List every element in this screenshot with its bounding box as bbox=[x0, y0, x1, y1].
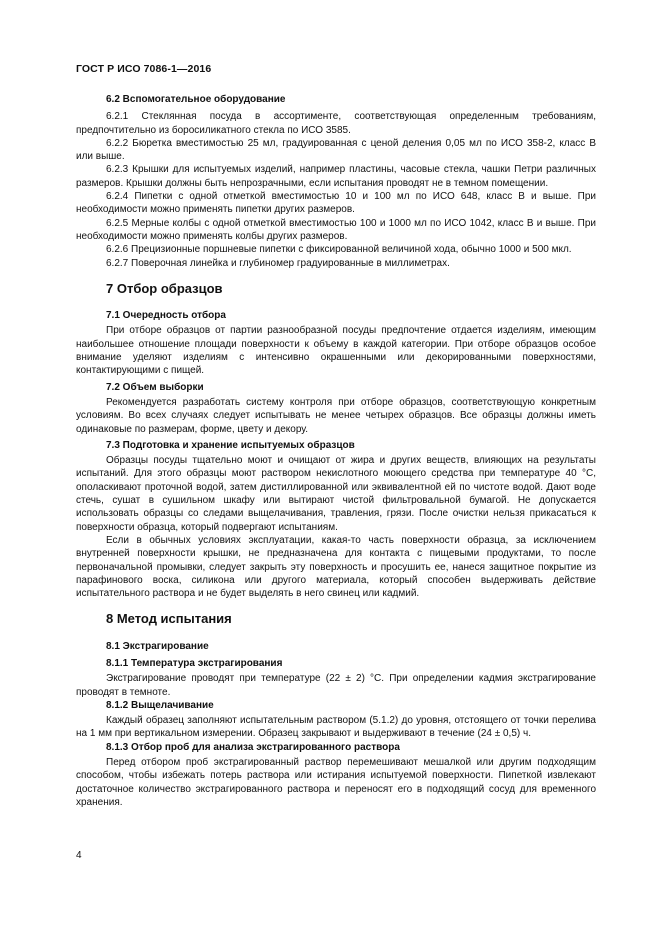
paragraph-6-2-7: 6.2.7 Поверочная линейка и глубиномер градуированные в миллиметрах. bbox=[106, 257, 450, 269]
paragraph-6-2-1: 6.2.1 Стеклянная посуда в ассортименте, соответствующая определенным требованиям, предпочтительно из боросиликатного стекла по ИСО 3585. bbox=[76, 111, 596, 136]
paragraph-8-1-2: Каждый образец заполняют испытательным раствором (5.1.2) до уровня, отстоящего от точки перелива на 1 мм при вертикальном измерении. Образец закрывают и выдерживают в течение (24 ± 0,5) ч. bbox=[76, 715, 596, 740]
heading-8-1-1: 8.1.1 Температура экстрагирования bbox=[106, 657, 283, 669]
heading-7-3: 7.3 Подготовка и хранение испытуемых образцов bbox=[106, 439, 355, 451]
document-body bbox=[76, 93, 596, 809]
paragraph-6-2-4: 6.2.4 Пипетки с одной отметкой вместимостью 10 и 100 мл по ИСО 648, класс В и выше. При необходимости можно применять пипетки других размеров. bbox=[76, 191, 596, 216]
paragraph-8-1-1: Экстрагирование проводят при температуре (22 ± 2) °С. При определении кадмия экстрагирование проводят в темноте. bbox=[76, 673, 596, 698]
heading-7-2: 7.2 Объем выборки bbox=[106, 381, 204, 393]
paragraph-7-2: Рекомендуется разработать систему контроля при отборе образцов, соответствующую конкретным условиям. Во всех случаях следует испытывать не менее четырех образцов. Все образцы должны иметь одинаковые по размерам, форме, цвету и декору. bbox=[76, 396, 596, 435]
heading-6-2: 6.2 Вспомогательное оборудование bbox=[106, 94, 286, 105]
heading-8-1: 8.1 Экстрагирование bbox=[106, 640, 209, 652]
page-number: 4 bbox=[76, 850, 82, 861]
paragraph-8-1-3: Перед отбором проб экстрагированный раствор перемешивают мешалкой или другим подходящим способом, чтобы избежать потерь раствора или истирания испытуемой поверхности. Пипеткой извлекают достаточное количество экстрагированного раствора и переносят его в подходящий сосуд для временного хранения. bbox=[76, 757, 596, 808]
heading-7-1: 7.1 Очередность отбора bbox=[106, 310, 226, 322]
paragraph-6-2-5: 6.2.5 Мерные колбы с одной отметкой вместимостью 100 и 1000 мл по ИСО 1042, класс В и выше. При необходимости можно применять колбы других размеров. bbox=[76, 217, 596, 242]
heading-7: 7 Отбор образцов bbox=[106, 280, 223, 296]
paragraph-7-3-b: Если в обычных условиях эксплуатации, какая-то часть поверхности образца, за исключением внутренней поверхности крышки, не предназначена для контакта с пищевыми продуктами, то после первоначальной промывки, следует закрыть эту поверхность и просушить ее, нанеся защитное покрытие из парафинового воска, силикона или другого материала, который способен выдерживать действие испытательного раствора и не будет выделять в него свинец или кадмий. bbox=[76, 534, 596, 600]
paragraph-6-2-2: 6.2.2 Бюретка вместимостью 25 мл, градуированная с ценой деления 0,05 мл по ИСО 358-2, класс В или выше. bbox=[76, 137, 596, 163]
heading-8: 8 Метод испытания bbox=[106, 611, 232, 627]
paragraph-7-1: При отборе образцов от партии разнообразной посуды предпочтение отдается изделиям, имеющим наибольшее отношение площади поверхности к объему в каждой категории. При отборе образцов особое внимание уделяют изделиям с интенсивно окрашенными или декорированными поверхностями, контактирующими с пищей. bbox=[76, 325, 596, 377]
heading-8-1-3: 8.1.3 Отбор проб для анализа экстрагированного раствора bbox=[106, 741, 400, 753]
paragraph-6-2-6: 6.2.6 Прецизионные поршневые пипетки с фиксированной величиной хода, обычно 1000 и 500 мкл. bbox=[106, 244, 572, 256]
paragraph-6-2-3: 6.2.3 Крышки для испытуемых изделий, например пластины, часовые стекла, чашки Петри различных размеров. Крышки должны быть непрозрачными, если испытания проводят не в темном помещении. bbox=[76, 164, 596, 189]
paragraph-7-3-a: Образцы посуды тщательно моют и очищают от жира и других веществ, влияющих на результаты испытаний. Для этого образцы моют раствором некислотного моющего средства при температуре 40 °С, ополаскивают проточной водой, затем дистиллированной или эквивалентной ей по чистоте водой. Дают воде стечь, сушат в сушильном шкафу или вытирают чистой фильтровальной бумагой. Не допускается использовать образцы со следами выщелачивания, травления, грязи. После очистки нельзя прикасаться к поверхности образца, который подвергают испытаниям. bbox=[76, 455, 596, 533]
heading-8-1-2: 8.1.2 Выщелачивание bbox=[106, 699, 214, 711]
document-header: ГОСТ Р ИСО 7086-1—2016 bbox=[76, 63, 212, 75]
